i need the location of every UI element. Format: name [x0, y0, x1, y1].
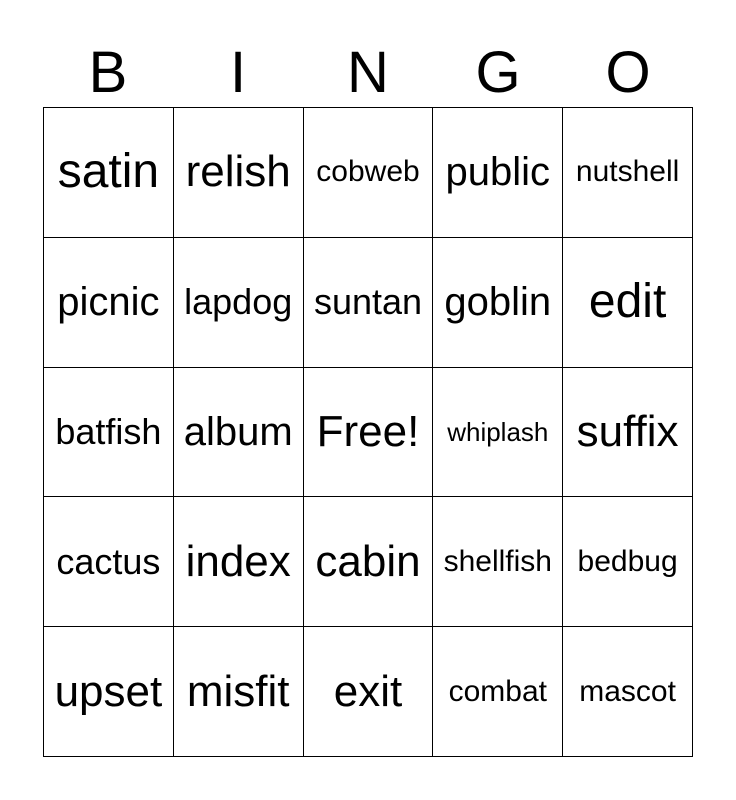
bingo-cell[interactable]: goblin: [433, 238, 563, 368]
bingo-cell[interactable]: album: [174, 368, 304, 498]
header-letter-o: O: [605, 40, 651, 105]
bingo-cell[interactable]: nutshell: [563, 108, 693, 238]
bingo-cell[interactable]: mascot: [563, 627, 693, 757]
header-letter-n: N: [347, 40, 389, 105]
bingo-cell[interactable]: cactus: [44, 497, 174, 627]
bingo-cell[interactable]: combat: [433, 627, 563, 757]
header-letter-i: I: [229, 40, 247, 105]
bingo-cell[interactable]: lapdog: [174, 238, 304, 368]
bingo-board: [43, 107, 693, 757]
header-letter-b: B: [88, 40, 128, 105]
bingo-cell[interactable]: misfit: [174, 627, 304, 757]
bingo-header: [43, 40, 693, 106]
bingo-cell[interactable]: bedbug: [563, 497, 693, 627]
bingo-cell[interactable]: relish: [174, 108, 304, 238]
bingo-cell[interactable]: suntan: [304, 238, 434, 368]
header-letter-g: G: [475, 40, 521, 105]
bingo-free-cell[interactable]: Free!: [304, 368, 434, 498]
bingo-cell[interactable]: cobweb: [304, 108, 434, 238]
bingo-cell[interactable]: cabin: [304, 497, 434, 627]
bingo-cell[interactable]: picnic: [44, 238, 174, 368]
bingo-cell[interactable]: index: [174, 497, 304, 627]
bingo-cell[interactable]: public: [433, 108, 563, 238]
bingo-cell[interactable]: satin: [44, 108, 174, 238]
bingo-cell[interactable]: whiplash: [433, 368, 563, 498]
bingo-cell[interactable]: edit: [563, 238, 693, 368]
bingo-cell[interactable]: suffix: [563, 368, 693, 498]
bingo-cell[interactable]: shellfish: [433, 497, 563, 627]
bingo-cell[interactable]: batfish: [44, 368, 174, 498]
bingo-cell[interactable]: upset: [44, 627, 174, 757]
bingo-cell[interactable]: exit: [304, 627, 434, 757]
